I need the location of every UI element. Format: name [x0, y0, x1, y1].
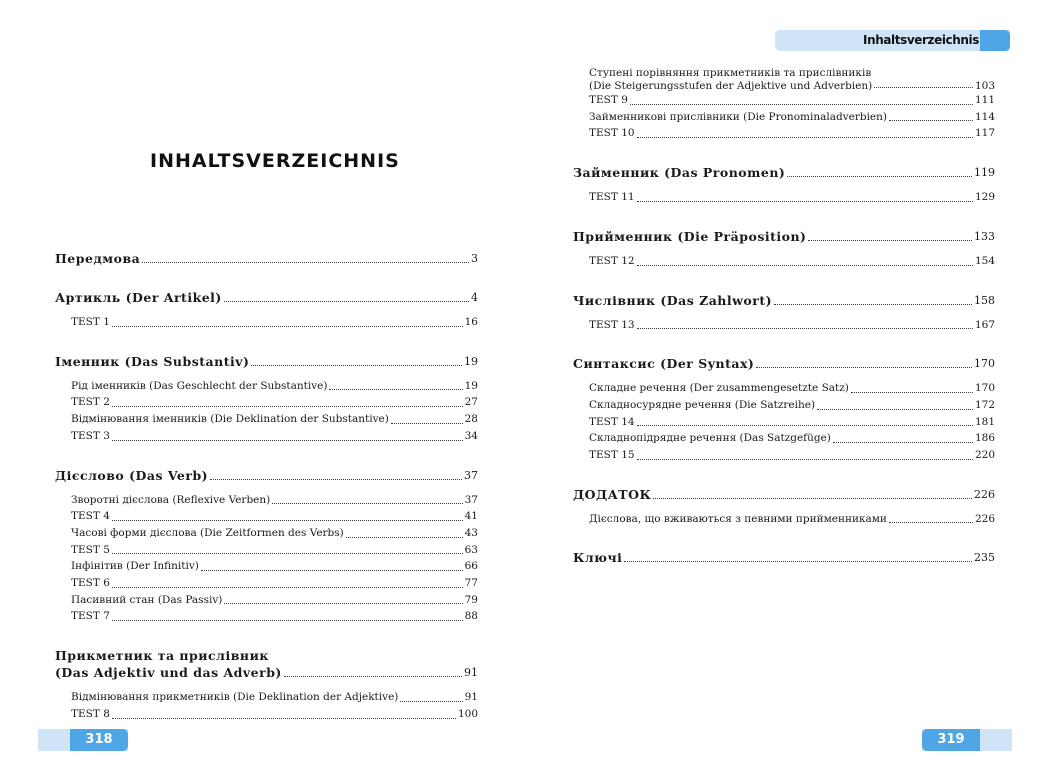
toc-entry[interactable]: Дієслово (Das Verb) 37: [55, 467, 478, 483]
page-number: 318: [70, 729, 128, 751]
toc-entry[interactable]: TEST 15 220: [589, 449, 995, 462]
toc-entry[interactable]: Часові форми дієслова (Die Zeitformen des Verbs) 43: [71, 526, 478, 539]
page-number: 319: [922, 729, 980, 751]
toc-entry[interactable]: ДОДАТОК 226: [573, 486, 995, 502]
toc-entry[interactable]: Дієслова, що вживаються з певними прийменниками 226: [589, 512, 995, 525]
toc-entry[interactable]: Синтаксис (Der Syntax) 170: [573, 356, 995, 372]
toc-entry[interactable]: Прийменник (Die Präposition) 133: [573, 228, 995, 244]
toc-entry[interactable]: Передмова 3: [55, 251, 478, 266]
toc-entry[interactable]: TEST 8 100: [71, 707, 478, 720]
toc-entry[interactable]: Артикль (Der Artikel) 4: [55, 290, 478, 305]
toc-entry[interactable]: Відмінювання іменників (Die Deklination der Substantive) 28: [71, 413, 478, 426]
toc-entry[interactable]: TEST 4 41: [71, 510, 478, 523]
toc-entry[interactable]: TEST 14 181: [589, 415, 995, 428]
toc-entry[interactable]: Пасивний стан (Das Passiv) 79: [71, 593, 478, 606]
toc-entry[interactable]: TEST 10 117: [589, 127, 995, 140]
toc-entry[interactable]: Займенникові прислівники (Die Pronominaladverbien) 114: [589, 110, 995, 123]
toc-entry[interactable]: Займенник (Das Pronomen) 119: [573, 165, 995, 181]
toc-right: [573, 67, 995, 566]
toc-entry[interactable]: Інфінітив (Der Infinitiv) 66: [71, 560, 478, 573]
header-tab: [980, 30, 1010, 51]
page-heading: INHALTSVERZEICHNIS: [150, 150, 400, 172]
toc-entry[interactable]: Рід іменників (Das Geschlecht der Substantive) 19: [71, 379, 478, 392]
toc-entry[interactable]: Зворотні дієслова (Reflexive Verben) 37: [71, 493, 478, 506]
toc-left: [55, 250, 478, 723]
toc-entry[interactable]: Ключі 235: [573, 550, 995, 566]
toc-entry[interactable]: Складносурядне речення (Die Satzreihe) 172: [589, 398, 995, 411]
toc-entry[interactable]: TEST 7 88: [71, 610, 478, 623]
toc-entry[interactable]: TEST 9 111: [589, 94, 995, 106]
toc-entry[interactable]: TEST 13 167: [589, 318, 995, 331]
toc-entry[interactable]: Іменник (Das Substantiv) 19: [55, 353, 478, 369]
toc-entry[interactable]: TEST 3 34: [71, 429, 478, 442]
toc-entry[interactable]: TEST 2 27: [71, 396, 478, 409]
toc-entry[interactable]: TEST 11 129: [589, 191, 995, 204]
toc-entry[interactable]: TEST 12 154: [589, 254, 995, 267]
running-header: Inhaltsverzeichnis: [863, 33, 980, 47]
right-page: [525, 0, 1050, 771]
toc-entry[interactable]: TEST 6 77: [71, 577, 478, 590]
toc-entry[interactable]: Складне речення (Der zusammengesetzte Satz) 170: [589, 382, 995, 395]
toc-entry[interactable]: Складнопідрядне речення (Das Satzgefüge) 186: [589, 432, 995, 445]
toc-entry[interactable]: Числівник (Das Zahlwort) 158: [573, 292, 995, 308]
toc-entry[interactable]: Відмінювання прикметників (Die Deklination der Adjektive) 91: [71, 691, 478, 704]
toc-entry[interactable]: TEST 5 63: [71, 543, 478, 556]
toc-entry[interactable]: TEST 1 16: [71, 316, 478, 328]
toc-entry-two-line[interactable]: Прикметник та прислівник (Das Adjektiv und das Adverb) 91: [55, 648, 478, 681]
toc-entry-two-line[interactable]: Ступені порівняння прикметників та прислівників (Die Steigerungsstufen der Adjektive und Adverbien) 103: [589, 67, 995, 92]
